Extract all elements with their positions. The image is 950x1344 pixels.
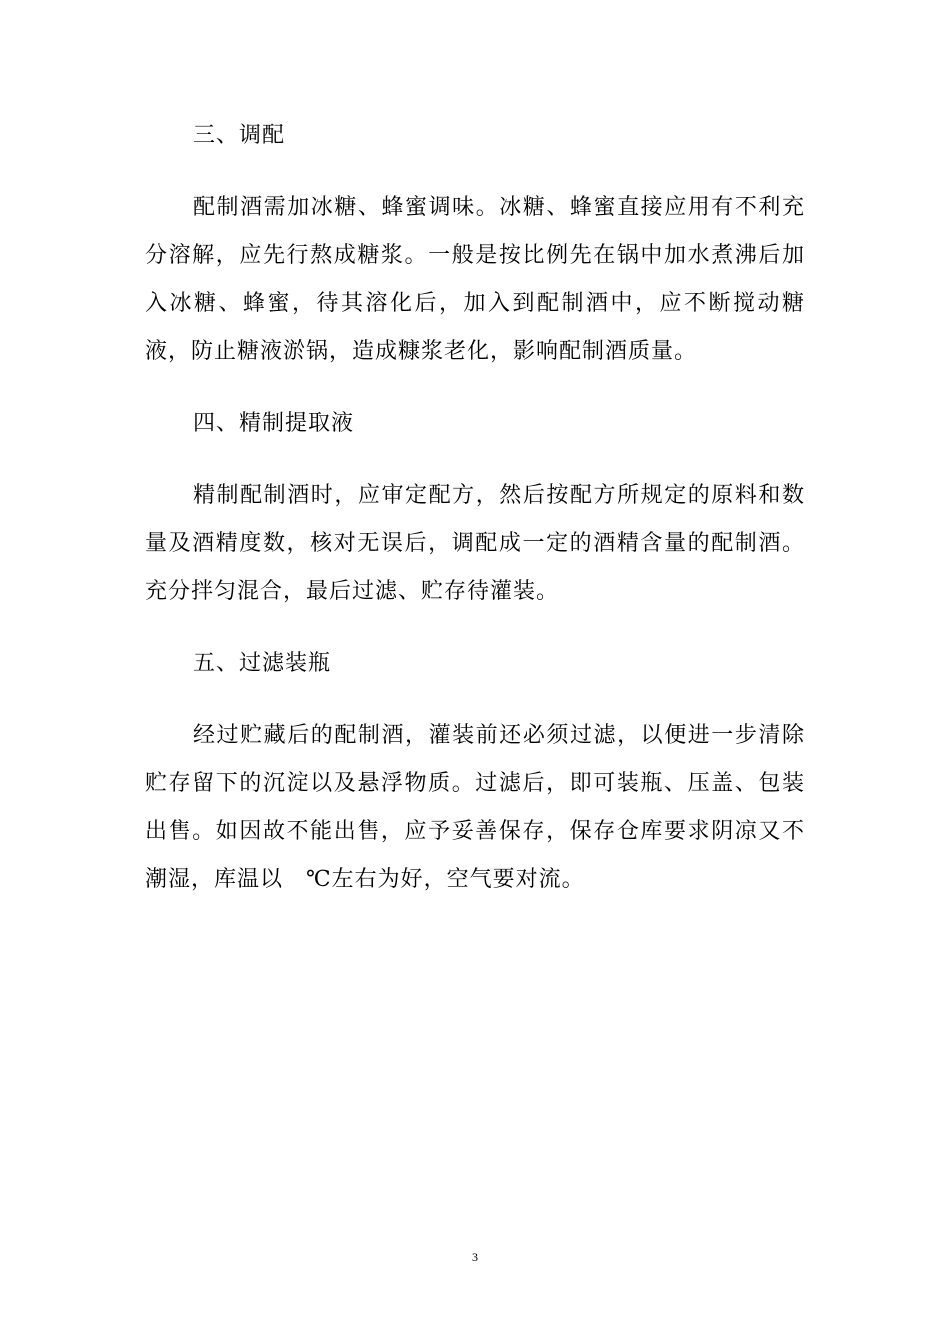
section-heading-extract-refining: 四、精制提取液 — [193, 411, 355, 436]
page-number: 3 — [472, 1250, 478, 1264]
section-heading-blending: 三、调配 — [193, 123, 286, 148]
document-body — [145, 112, 805, 928]
section-paragraph-filter-bottling: 经过贮藏后的配制酒，灌装前还必须过滤，以便进一步清除贮存留下的沉淀以及悬浮物质。过滤后，即可装瓶、压盖、包装出售。如因故不能出售，应予妥善保存，保存仓库要求阴凉又不潮湿，库温以 ℃左右为好，空气要对流。 — [145, 723, 805, 892]
section-paragraph-blending: 配制酒需加冰糖、蜂蜜调味。冰糖、蜂蜜直接应用有不利充分溶解，应先行熬成糖浆。一般是按比例先在锅中加水煮沸后加入冰糖、蜂蜜，待其溶化后，加入到配制酒中，应不断搅动糖液，防止糖液淤锅，造成糠浆老化，影响配制酒质量。 — [145, 195, 805, 364]
section-paragraph-extract-refining: 精制配制酒时，应审定配方，然后按配方所规定的原料和数量及酒精度数，核对无误后，调配成一定的酒精含量的配制酒。充分拌匀混合，最后过滤、贮存待灌装。 — [145, 483, 805, 604]
section-heading-filter-bottling: 五、过滤装瓶 — [193, 651, 332, 676]
